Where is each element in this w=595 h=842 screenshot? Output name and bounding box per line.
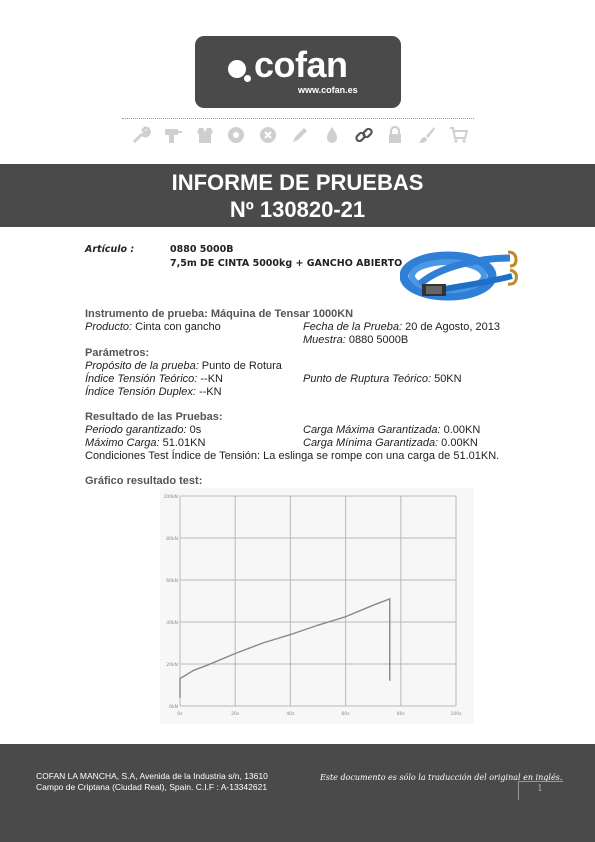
article-description: 7,5m DE CINTA 5000kg + GANCHO ABIERTO <box>170 258 403 269</box>
min-guaranteed-value: 0.00KN <box>438 437 478 449</box>
product-image <box>400 246 520 308</box>
results-heading: Resultado de las Pruebas: <box>85 411 223 423</box>
max-load-label: Máximo Carga: <box>85 437 160 449</box>
y-tick-label: 0kN <box>169 705 178 710</box>
footer-address-line2: Campo de Criptana (Ciudad Real), Spain. C.I.F : A-13342621 <box>36 782 268 792</box>
max-load-field <box>85 437 205 450</box>
parameters-heading: Parámetros: <box>85 347 150 359</box>
product-value: Cinta con gancho <box>132 321 221 333</box>
sample-field <box>303 334 408 347</box>
page-number: 1 <box>537 784 543 794</box>
x-tick-label: 20s <box>231 712 240 717</box>
chain-icon <box>353 124 375 146</box>
y-tick-label: 20kN <box>166 663 178 668</box>
drop-icon <box>321 124 343 146</box>
footer-address-line1: COFAN LA MANCHA, S.A, Avenida de la Industria s/n, 13610 <box>36 771 268 781</box>
test-date-value: 20 de Agosto, 2013 <box>402 321 500 333</box>
vest-icon <box>194 124 216 146</box>
y-tick-label: 60kN <box>166 579 178 584</box>
sample-value: 0880 5000B <box>345 334 409 346</box>
drill-icon <box>162 124 184 146</box>
disc-icon <box>225 124 247 146</box>
duplex-index-value: --KN <box>195 386 222 398</box>
logo-url: www.cofan.es <box>298 85 358 95</box>
rupture-point-label: Punto de Ruptura Teórico: <box>303 373 432 385</box>
test-result-chart <box>160 488 474 724</box>
chart-svg <box>160 488 474 724</box>
footer-band <box>0 744 595 842</box>
purpose-value: Punto de Rotura <box>198 360 282 372</box>
cut-disc-icon <box>257 124 279 146</box>
duplex-index-field <box>85 386 222 399</box>
max-guaranteed-field <box>303 424 480 437</box>
translation-note: Este documento es sólo la traducción del original en inglés. <box>320 773 563 782</box>
series-line <box>180 599 390 698</box>
test-date-label: Fecha de la Prueba: <box>303 321 403 333</box>
x-tick-label: 40s <box>286 712 295 717</box>
max-load-value: 51.01KN <box>159 437 206 449</box>
x-tick-label: 100s <box>450 712 462 717</box>
y-tick-label: 40kN <box>166 621 178 626</box>
article-label: Artículo : <box>85 244 135 255</box>
logo-search-dot-icon <box>228 60 246 78</box>
rupture-point-field <box>303 373 462 386</box>
rupture-point-value: 50KN <box>431 373 462 385</box>
theoretical-index-value: --KN <box>197 373 223 385</box>
min-guaranteed-label: Carga Mínima Garantizada: <box>303 437 439 449</box>
padlock-icon <box>384 124 406 146</box>
theoretical-index-field <box>85 373 223 386</box>
x-tick-label: 60s <box>341 712 350 717</box>
product-field <box>85 321 221 334</box>
chart-heading: Gráfico resultado test: <box>85 475 203 487</box>
logo-word: cofan <box>254 44 348 85</box>
purpose-label: Propósito de la prueba: <box>85 360 199 372</box>
header-divider <box>122 118 474 119</box>
min-guaranteed-field <box>303 437 478 450</box>
period-label: Periodo garantizado: <box>85 424 187 436</box>
pencil-icon <box>289 124 311 146</box>
wrench-icon <box>130 124 152 146</box>
category-icon-row <box>130 124 470 146</box>
sample-label: Muestra: <box>303 334 346 346</box>
x-tick-label: 0s <box>177 712 183 717</box>
period-value: 0s <box>186 424 202 436</box>
instrument-heading: Instrumento de prueba: Máquina de Tensar 1000KN <box>85 308 354 320</box>
max-guaranteed-value: 0.00KN <box>440 424 481 436</box>
article-code: 0880 5000B <box>170 244 234 255</box>
product-label: Producto: <box>85 321 133 333</box>
x-tick-label: 80s <box>396 712 405 717</box>
brush-icon <box>416 124 438 146</box>
duplex-index-label: Índice Tensión Duplex: <box>85 386 196 398</box>
test-conditions: Condiciones Test Índice de Tensión: La eslinga se rompe con una carga de 51.01KN. <box>85 450 500 462</box>
max-guaranteed-label: Carga Máxima Garantizada: <box>303 424 441 436</box>
cart-icon <box>448 124 470 146</box>
period-field <box>85 424 201 437</box>
report-title: INFORME DE PRUEBAS <box>171 170 424 195</box>
theoretical-index-label: Índice Tensión Teórico: <box>85 373 198 385</box>
report-number: Nº 130820-21 <box>229 197 366 222</box>
y-tick-label: 80kN <box>166 537 178 542</box>
y-tick-label: 100kN <box>163 495 178 500</box>
purpose-field <box>85 360 282 373</box>
test-date-field <box>303 321 500 334</box>
